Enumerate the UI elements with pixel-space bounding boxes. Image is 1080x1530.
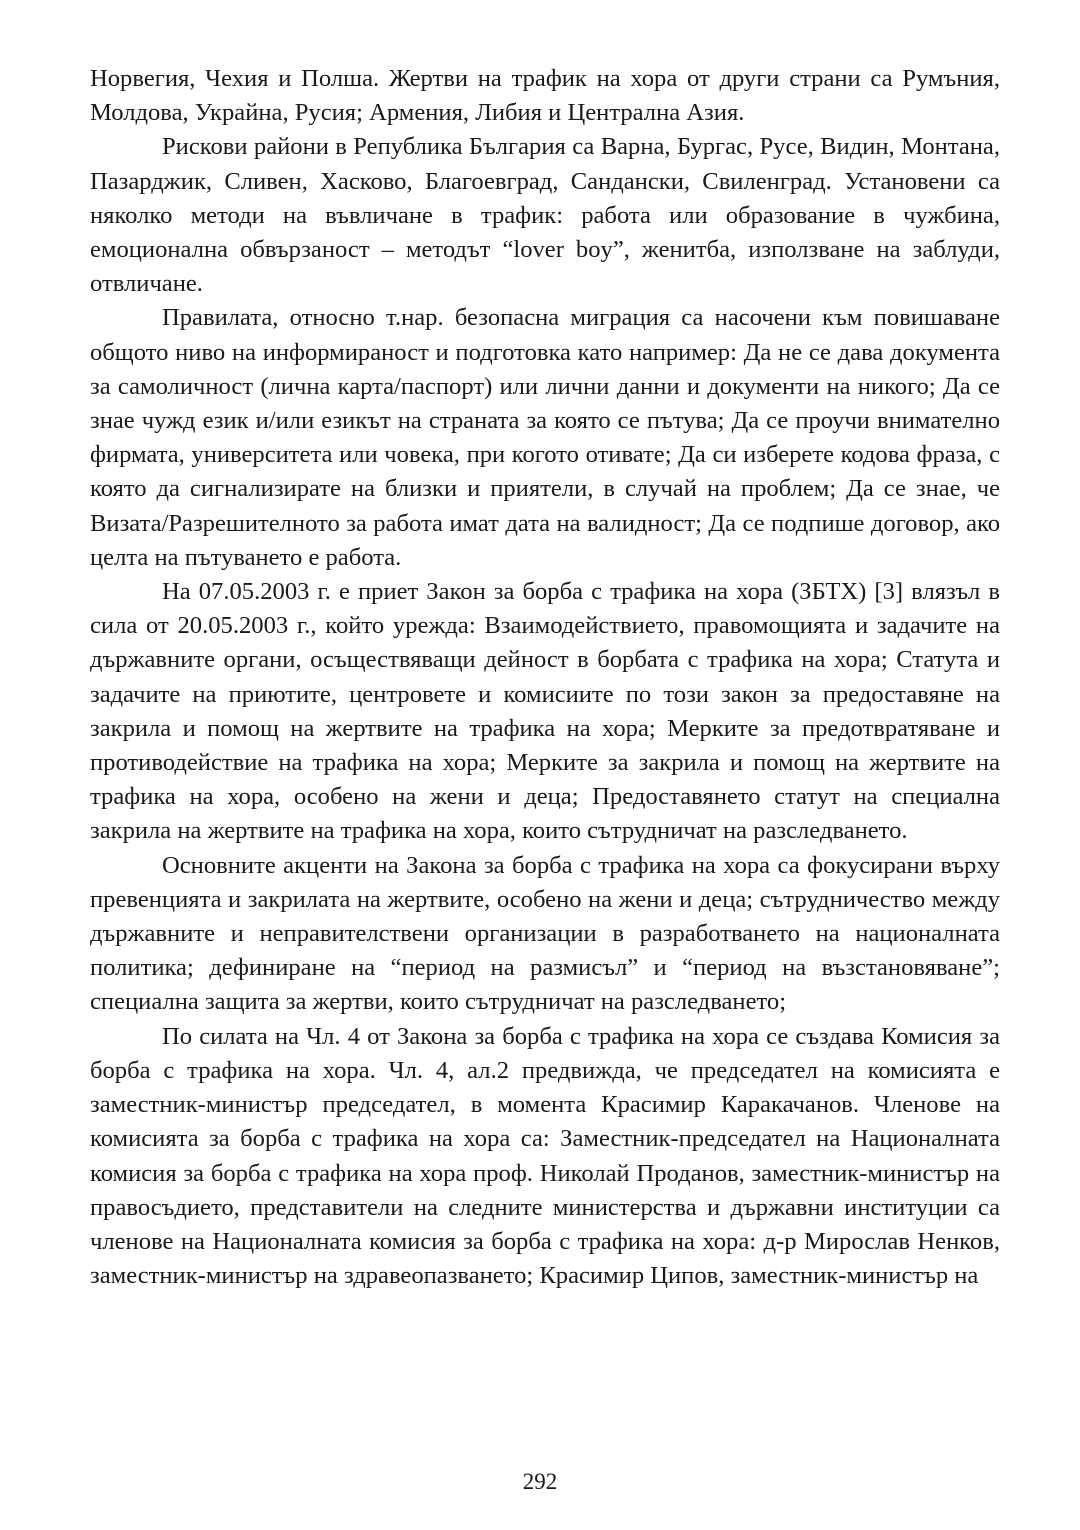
paragraph-5: Основните акценти на Закона за борба с трафика на хора са фокусирани върху превенцията и закрилата на жертвите, особено на жени и деца; сътрудничество между държавните и неправителствени организации в разработването на националната политика; дефиниране на “период на размисъл” и “период на възстановяване”; специална защита за жертви, които сътрудничат на разследването;	[90, 851, 1000, 1016]
paragraph-2: Рискови райони в Република България са Варна, Бургас, Русе, Видин, Монтана, Пазарджик, Сливен, Хасково, Благоевград, Сандански, Свиленград. Установени са няколко методи на въвличане в трафик: работа или образование в чужбина, емоционална обвързаност – методът “lover boy”, женитба, използване на заблуди, отвличане.	[90, 133, 1000, 298]
paragraph-6: По силата на Чл. 4 от Закона за борба с трафика на хора се създава Комисия за борба с трафика на хора. Чл. 4, ал.2 предвижда, че председател на комисията е заместник-министър председател, в момента Красимир Каракачанов. Членове на комисията за борба с трафика на хора са: Заместник-председател на Националната комисия за борба с трафика на хора проф. Николай Проданов, заместник-министър на правосъдието, представители на следните министерства и държавни институции са членове на Националната комисия за борба с трафика на хора: д-р Мирослав Ненков, заместник-министър на здравеопазването; Красимир Ципов, заместник-министър на	[90, 1022, 1000, 1290]
paragraph-3: Правилата, относно т.нар. безопасна миграция са насочени към повишаване общото ниво на информираност и подготовка като например: Да не се дава документа за самоличност (лична карта/паспорт) или лични данни и документи на никого; Да се знае чужд език и/или езикът на страната за която се пътува; Да се проучи внимателно фирмата, университета или човека, при когото отивате; Да си изберете кодова фраза, с която да сигнализирате на близки и приятели, в случай на проблем; Да се знае, че Визата/Разрешителното за работа имат дата на валидност; Да се подпише договор, ако целта на пътуването е работа.	[90, 304, 1000, 571]
paragraph-1: Норвегия, Чехия и Полша. Жертви на трафик на хора от други страни са Румъния, Молдова, Украйна, Русия; Армения, Либия и Централна Азия.	[90, 65, 1000, 127]
page-number: 292	[522, 1469, 558, 1494]
paragraph-4: На 07.05.2003 г. е приет Закон за борба с трафика на хора (ЗБТХ) [3] влязъл в сила от 20.05.2003 г., който урежда: Взаимодействието, правомощията и задачите на държавните органи, осъществяващи дейност в борбата с трафика на хора; Статута и задачите на приютите, центровете и комисиите по този закон за предоставяне на закрила и помощ на жертвите на трафика на хора; Мерките за предотвратяване и противодействие на трафика на хора; Мерките за закрила и помощ на жертвите на трафика на хора, особено на жени и деца; Предоставянето статут на специална закрила на жертвите на трафика на хора, които сътрудничат на разследването.	[90, 578, 1000, 845]
document-body	[90, 62, 1000, 1293]
